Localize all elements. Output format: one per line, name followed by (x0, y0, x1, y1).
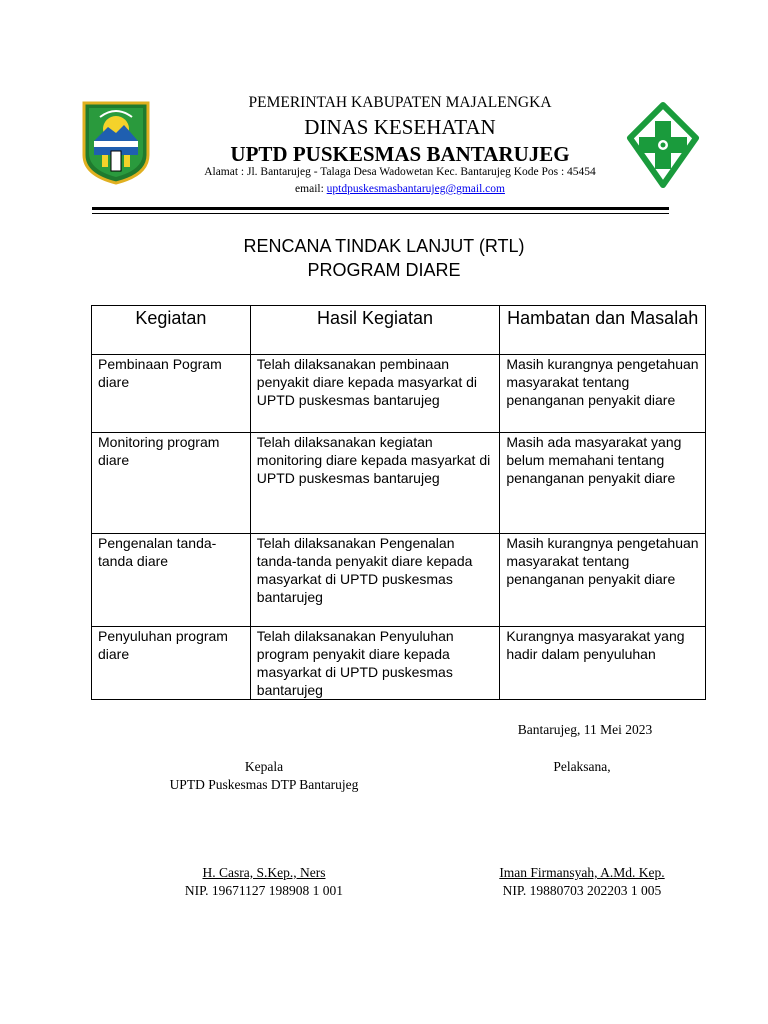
right-signatory-name: Iman Firmansyah, A.Md. Kep. (499, 865, 665, 880)
left-signatory-name: H. Casra, S.Kep., Ners (202, 865, 326, 880)
table-header-row (92, 306, 706, 355)
cell-hambatan: Masih kurangnya pengetahuan masyarakat tentang penanganan penyakit diare (500, 355, 706, 433)
government-name: PEMERINTAH KABUPATEN MAJALENGKA (248, 94, 552, 111)
cell-hasil: Telah dilaksanakan Penyuluhan program penyakit diare kepada masyarkat di UPTD puskesmas bantarujeg (250, 627, 500, 700)
majalengka-regency-emblem-icon (80, 97, 152, 185)
header-hasil-kegiatan: Hasil Kegiatan (250, 306, 500, 355)
email-link[interactable]: uptdpuskesmasbantarujeg@gmail.com (326, 183, 505, 195)
left-signatory-nip: NIP. 19671127 198908 1 001 (184, 883, 344, 898)
document-title: RENCANA TINDAK LANJUT (RTL) (243, 236, 525, 256)
cell-hasil: Telah dilaksanakan kegiatan monitoring diare kepada masyarkat di UPTD puskesmas bantarujeg (250, 433, 500, 534)
rtl-table (91, 305, 706, 700)
left-signatory-title: Kepala (244, 759, 284, 774)
cell-hambatan: Masih kurangnya pengetahuan masyarakat tentang penanganan penyakit diare (500, 534, 706, 627)
right-signatory-nip: NIP. 19880703 202203 1 005 (502, 883, 662, 898)
letterhead-rule-thick (92, 207, 669, 210)
place-date: Bantarujeg, 11 Mei 2023 (517, 722, 653, 737)
table-row (92, 433, 706, 534)
left-signatory-unit: UPTD Puskesmas DTP Bantarujeg (169, 777, 359, 792)
department-name: DINAS KESEHATAN (304, 115, 496, 139)
table-row (92, 627, 706, 700)
cell-hambatan: Kurangnya masyarakat yang hadir dalam penyuluhan (500, 627, 706, 700)
cell-hasil: Telah dilaksanakan pembinaan penyakit diare kepada masyarkat di UPTD puskesmas bantarujeg (250, 355, 500, 433)
right-signatory-title: Pelaksana, (553, 759, 611, 774)
cell-kegiatan: Pembinaan Pogram diare (92, 355, 251, 433)
table-row (92, 534, 706, 627)
address-line: Alamat : Jl. Bantarujeg - Talaga Desa Wadowetan Kec. Bantarujeg Kode Pos : 45454 (204, 166, 596, 178)
email-label: email: (295, 183, 327, 195)
cell-kegiatan: Monitoring program diare (92, 433, 251, 534)
cell-hambatan: Masih ada masyarakat yang belum memahani tentang penanganan penyakit diare (500, 433, 706, 534)
header-kegiatan: Kegiatan (92, 306, 251, 355)
document-subtitle: PROGRAM DIARE (307, 260, 461, 280)
cell-kegiatan: Pengenalan tanda-tanda diare (92, 534, 251, 627)
cell-kegiatan: Penyuluhan program diare (92, 627, 251, 700)
table-row (92, 355, 706, 433)
header-hambatan-masalah: Hambatan dan Masalah (500, 306, 706, 355)
email-line (150, 183, 650, 195)
letterhead-rule-thin (92, 213, 669, 214)
cell-hasil: Telah dilaksanakan Pengenalan tanda-tanda penyakit diare kepada masyarkat di UPTD puskesmas bantarujeg (250, 534, 500, 627)
institution-name: UPTD PUSKESMAS BANTARUJEG (230, 142, 570, 166)
